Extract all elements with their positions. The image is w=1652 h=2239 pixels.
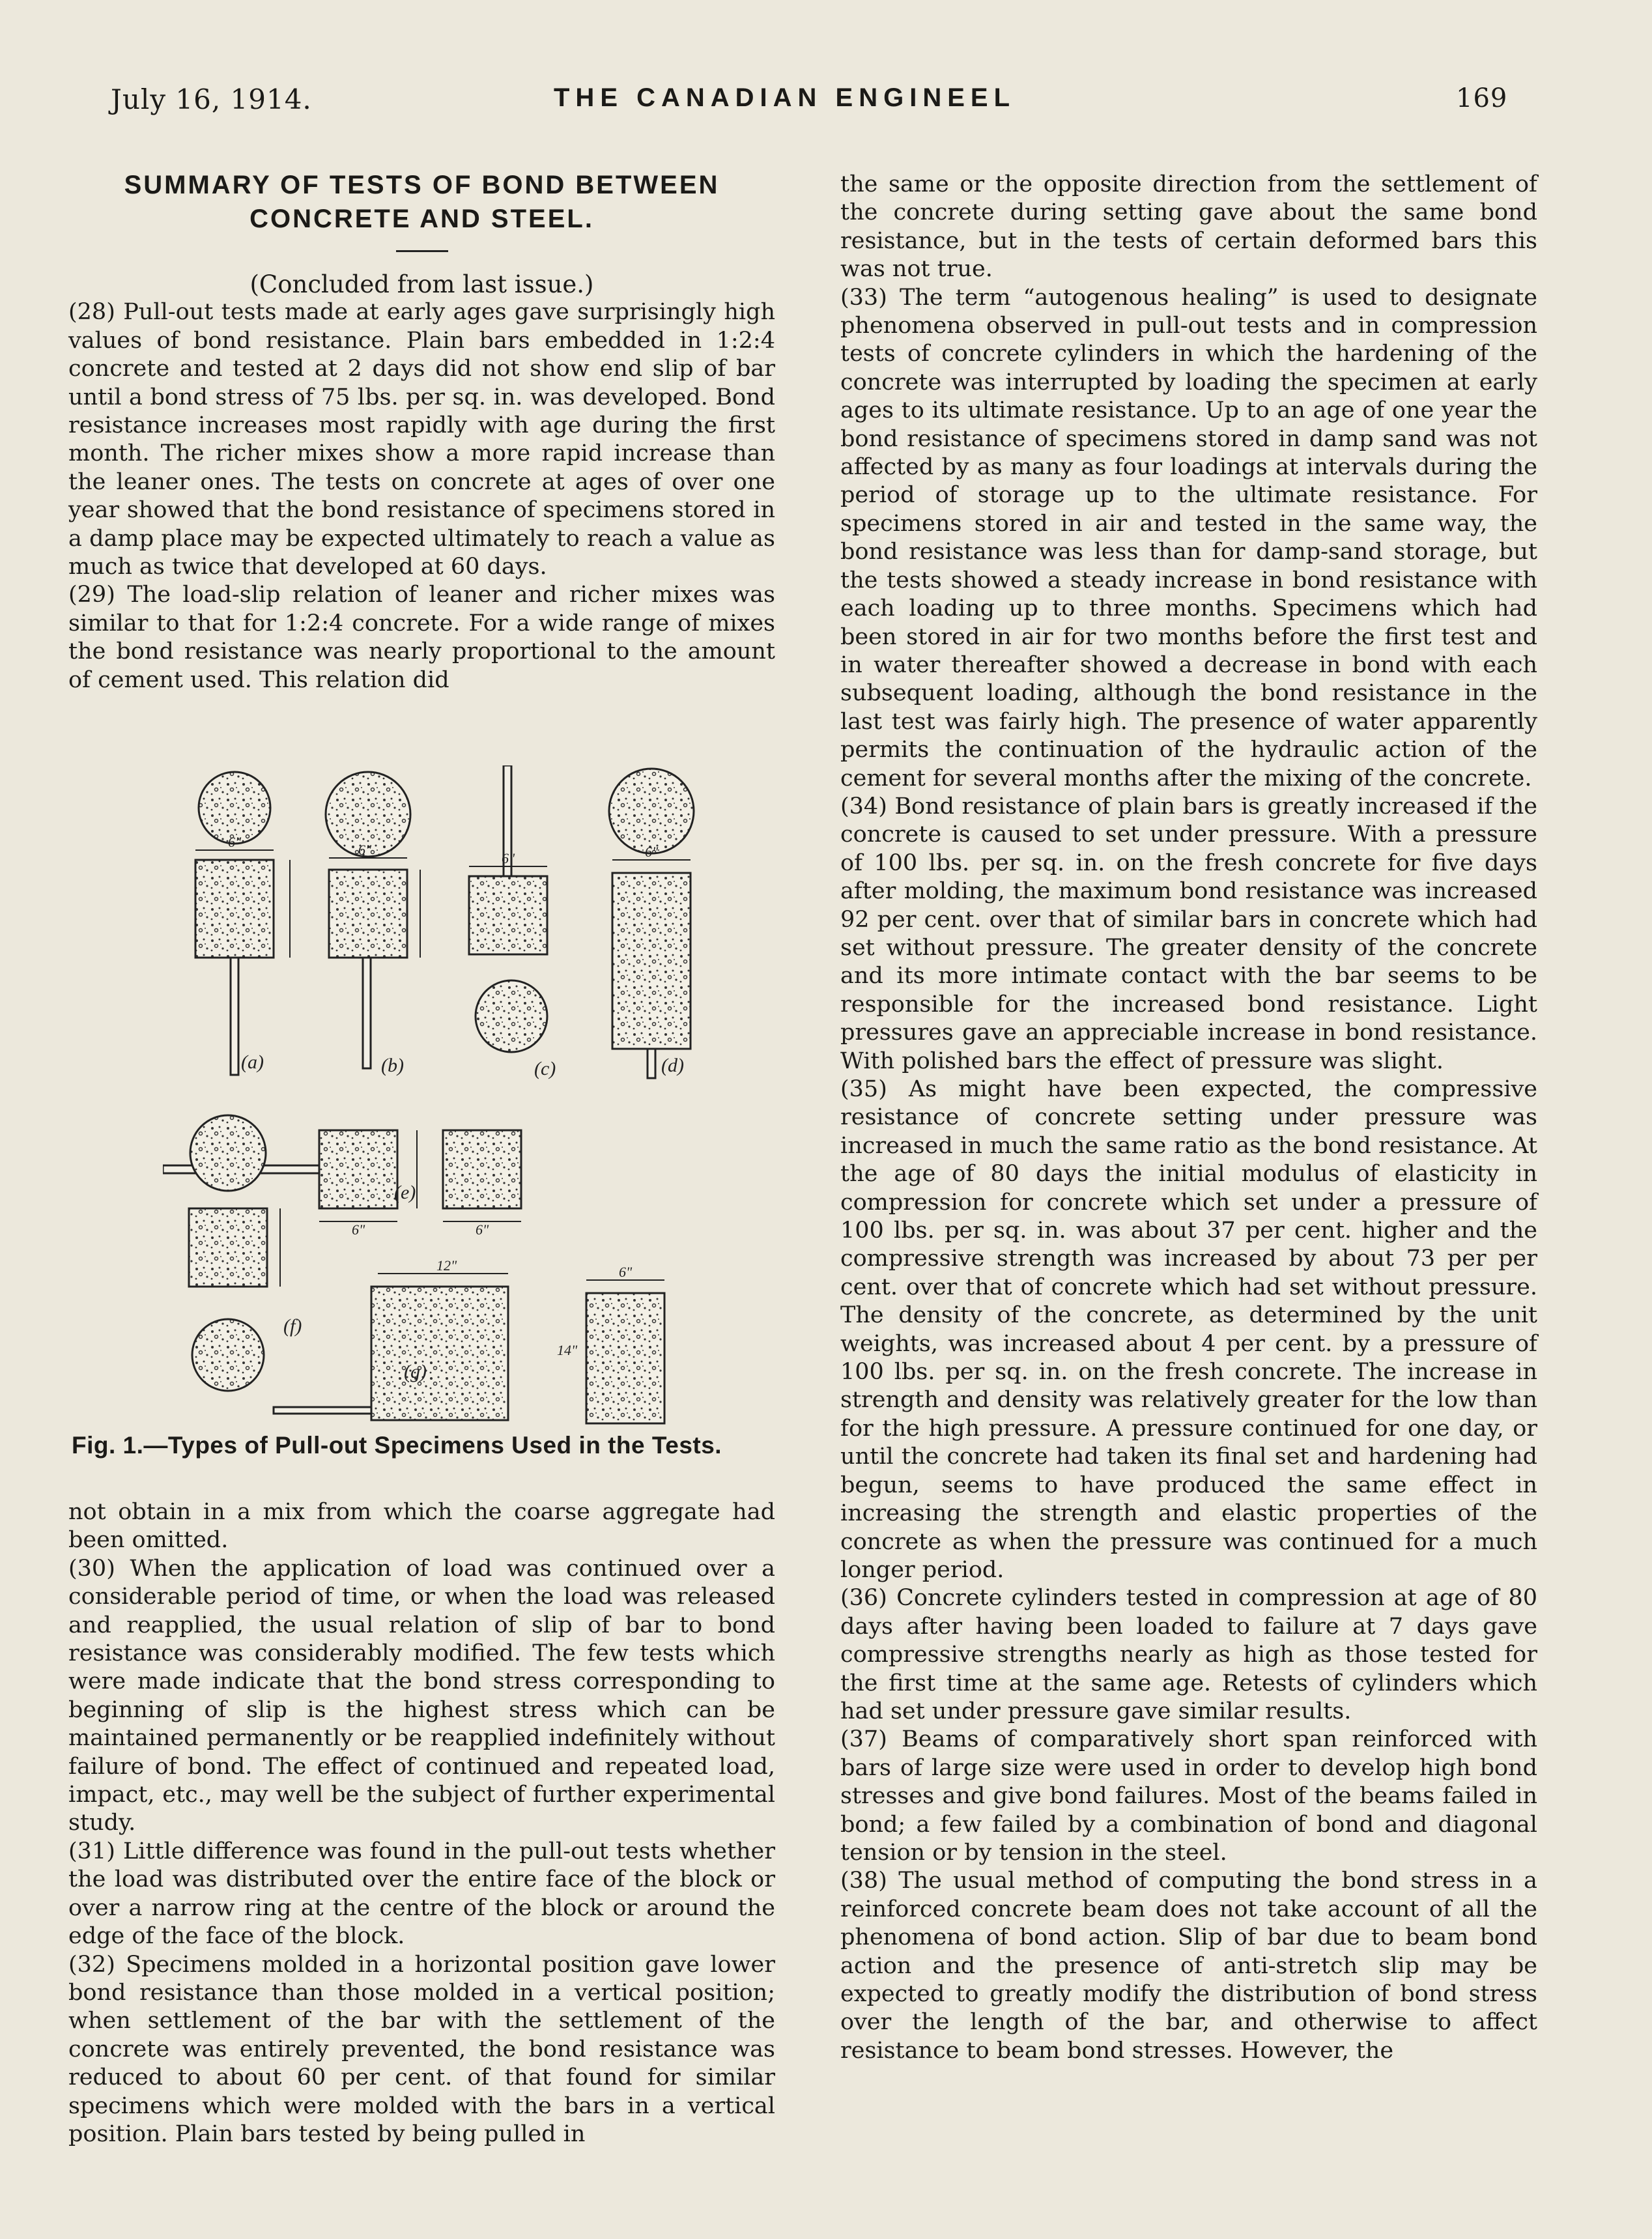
right-column bbox=[840, 171, 1537, 2065]
journal-title: THE CANADIAN ENGINEEL bbox=[554, 83, 1016, 112]
label-b: (b) bbox=[381, 1055, 404, 1076]
paragraph-34: (34) Bond resistance of plain bars is greatly increased if the concrete is caused to set under pressure. With a pressure of 100 lbs. per sq. in. on the fresh concrete for five days after molding, the maximum bond resistance was increased 92 per cent. over that of similar bars in concrete which had set without pressure. The greater density of the concrete and its more intimate contact with the bar seems to be responsible for the increased bond resistance. Light pressures gave an appreciable increase in bond resistance. With polished bars the effect of pressure was slight. bbox=[840, 793, 1537, 1074]
dim-g-length: 12" bbox=[436, 1257, 457, 1274]
label-d: (d) bbox=[661, 1055, 684, 1076]
dim-d: 6" bbox=[645, 844, 659, 860]
specimen-g-block-right bbox=[586, 1293, 664, 1423]
paragraph-29: (29) The load-slip relation of leaner and richer mixes was similar to that for 1:2:4 concrete. For a wide range of mixes the bond resistance was nearly proportional to the amount of cement used. This relation did bbox=[68, 582, 775, 693]
page-number: 169 bbox=[1456, 83, 1508, 113]
issue-date: July 16, 1914. bbox=[111, 83, 312, 115]
paragraph-35: (35) As might have been expected, the compressive resistance of concrete setting under pressure was increased in much the same ratio as the bond resistance. At the age of 80 days the initial modulus of elasticity in compression for concrete which set under a pressure of 100 lbs. per sq. in. was about 37 per cent. higher and the compressive strength was increased by about 73 per per cent. over that of concrete which had set without pressure. The density of the concrete, as determined by the unit weights, was increased about 4 per cent. by a pressure of 100 lbs. per sq. in. on the fresh concrete. The increase in strength and density was relatively greater for the low than for the high pressure. A pressure continued for one day, or until the concrete had taken its final set and hardening had begun, seems to have produced the same effect in increasing the strength and elastic properties of the concrete as when the pressure was continued for a much longer period. bbox=[840, 1076, 1537, 1583]
figure-caption: Fig. 1.—Types of Pull-out Specimens Used in the Tests. bbox=[72, 1432, 722, 1459]
pull-out-specimens-figure bbox=[163, 765, 782, 1436]
paragraph-28: (28) Pull-out tests made at early ages gave surprisingly high values of bond resistance. Plain bars embedded in 1:2:4 concrete and tested at 2 days did not show end slip of bar until a bond stress of 75 lbs. per sq. in. was developed. Bond resistance increases most rapidly with age during the first month. The richer mixes show a more rapid increase than the leaner ones. The tests on concrete at ages of over one year showed that the bond resistance of specimens stored in a damp place may be expected ultimately to reach a value as much as twice that developed at 60 days. bbox=[68, 299, 775, 580]
figure-drawing bbox=[163, 765, 782, 1436]
specimen-b-bar bbox=[363, 958, 371, 1068]
paragraph-29-continued: not obtain in a mix from which the coarse aggregate had been omitted. bbox=[68, 1499, 775, 1554]
dim-e-right: 6" bbox=[476, 1221, 489, 1238]
paragraph-30: (30) When the application of load was continued over a considerable period of time, or when the load was released and reapplied, the usual relation of slip of bar to bond resistance was considerably modified. The few tests which were made indicate that the bond stress corresponding to beginning of slip is the highest stress which can be maintained permanently or be reapplied indefinitely without failure of bond. The effect of continued and repeated load, impact, etc., may well be the subject of further experimental study. bbox=[68, 1555, 775, 1836]
specimen-b-block bbox=[329, 870, 407, 958]
specimen-f-block bbox=[189, 1208, 267, 1287]
paragraph-33: (33) The term “autogenous healing” is used to designate phenomena observed in pull-out tests and in compression tests of concrete cylinders in which the hardening of the concrete was interrupted by loading the specimen at early ages to its ultimate resistance. Up to an age of one year the bond resistance of specimens stored in damp sand was not affected by as many as four loadings at intervals during the period of storage up to the ultimate resistance. For specimens stored in air and tested in the same way, the bond resistance was less than for damp-sand storage, but the tests showed a steady increase in bond resistance with each loading up to three months. Specimens which had been stored in air for two months before the first test and in water thereafter showed a decrease in bond with each subsequent loading, although the bond resistance in the last test was fairly high. The presence of water apparently permits the continuation of the hydraulic action of the cement for several months after the mixing of the concrete. bbox=[840, 284, 1537, 791]
concluded-note: (Concluded from last issue.) bbox=[249, 270, 594, 298]
paragraph-36: (36) Concrete cylinders tested in compression at age of 80 days after having been loaded to failure at 7 days gave compressive strengths nearly as high as those tested for the first time at the same age. Retests of cylinders which had set under pressure gave similar results. bbox=[840, 1585, 1537, 1724]
article-title-line2: CONCRETE AND STEEL. bbox=[249, 205, 594, 233]
dim-a: 6" bbox=[228, 834, 242, 850]
left-column-lower bbox=[68, 1498, 775, 2148]
specimen-a-bar bbox=[231, 958, 238, 1075]
specimen-a-end-view bbox=[199, 772, 270, 844]
article-title-line1: SUMMARY OF TESTS OF BOND BETWEEN bbox=[124, 171, 720, 199]
dim-c: 6" bbox=[502, 850, 515, 866]
paragraph-32-continued: the same or the opposite direction from the settlement of the concrete during setting gave about the same bond resistance, but in the tests of certain deformed bars this was not true. bbox=[840, 171, 1537, 283]
specimen-g-block-left bbox=[371, 1287, 508, 1420]
dim-b: 6" bbox=[358, 842, 372, 858]
specimen-d-block bbox=[612, 873, 691, 1049]
specimen-a-block bbox=[195, 860, 274, 958]
specimen-d-end-view bbox=[609, 769, 694, 853]
paragraph-38: (38) The usual method of computing the bond stress in a reinforced concrete beam does not take account of all the phenomena of bond action. Slip of bar due to beam bond action and the presence of anti-stretch slip may be expected to greatly modify the distribution of bond stress over the length of the bar, and otherwise to affect resistance to beam bond stresses. However, the bbox=[840, 1868, 1537, 2064]
specimen-f-end-view-bottom bbox=[192, 1319, 264, 1391]
paragraph-32: (32) Specimens molded in a horizontal position gave lower bond resistance than those molded in a vertical position; when settlement of the bar with the settlement of the concrete was entirely prevented, the bond resistance was reduced to about 60 per cent. of that found for similar specimens which were molded with the bars in a vertical position. Plain bars tested by being pulled in bbox=[68, 1951, 775, 2147]
dim-e-left: 6" bbox=[352, 1221, 365, 1238]
label-f: (f) bbox=[283, 1315, 302, 1337]
specimen-g-bar bbox=[274, 1407, 371, 1414]
specimen-c-end-view bbox=[476, 980, 547, 1052]
label-c: (c) bbox=[534, 1058, 556, 1079]
label-g: (g) bbox=[404, 1361, 427, 1382]
specimen-d-bar bbox=[648, 1049, 655, 1078]
label-e: (e) bbox=[394, 1182, 416, 1203]
left-column-upper bbox=[68, 168, 775, 694]
label-a: (a) bbox=[241, 1051, 264, 1073]
paragraph-31: (31) Little difference was found in the pull-out tests whether the load was distributed over the entire face of the block or over a narrow ring at the centre of the block or around the edge of the face of the block. bbox=[68, 1838, 775, 1950]
specimen-c-block bbox=[469, 876, 547, 954]
specimen-e-block-left bbox=[319, 1130, 397, 1208]
title-rule bbox=[396, 250, 448, 252]
specimen-f-end-view-top bbox=[190, 1115, 266, 1191]
dim-g-width: 6" bbox=[619, 1264, 633, 1280]
paragraph-37: (37) Beams of comparatively short span reinforced with bars of large size were used in order to develop high bond stresses and give bond failures. Most of the beams failed in bond; a few failed by a combination of bond and diagonal tension or by tension in the steel. bbox=[840, 1726, 1537, 1866]
dim-g-height: 14" bbox=[557, 1342, 578, 1358]
specimen-e-block-right bbox=[443, 1130, 521, 1208]
